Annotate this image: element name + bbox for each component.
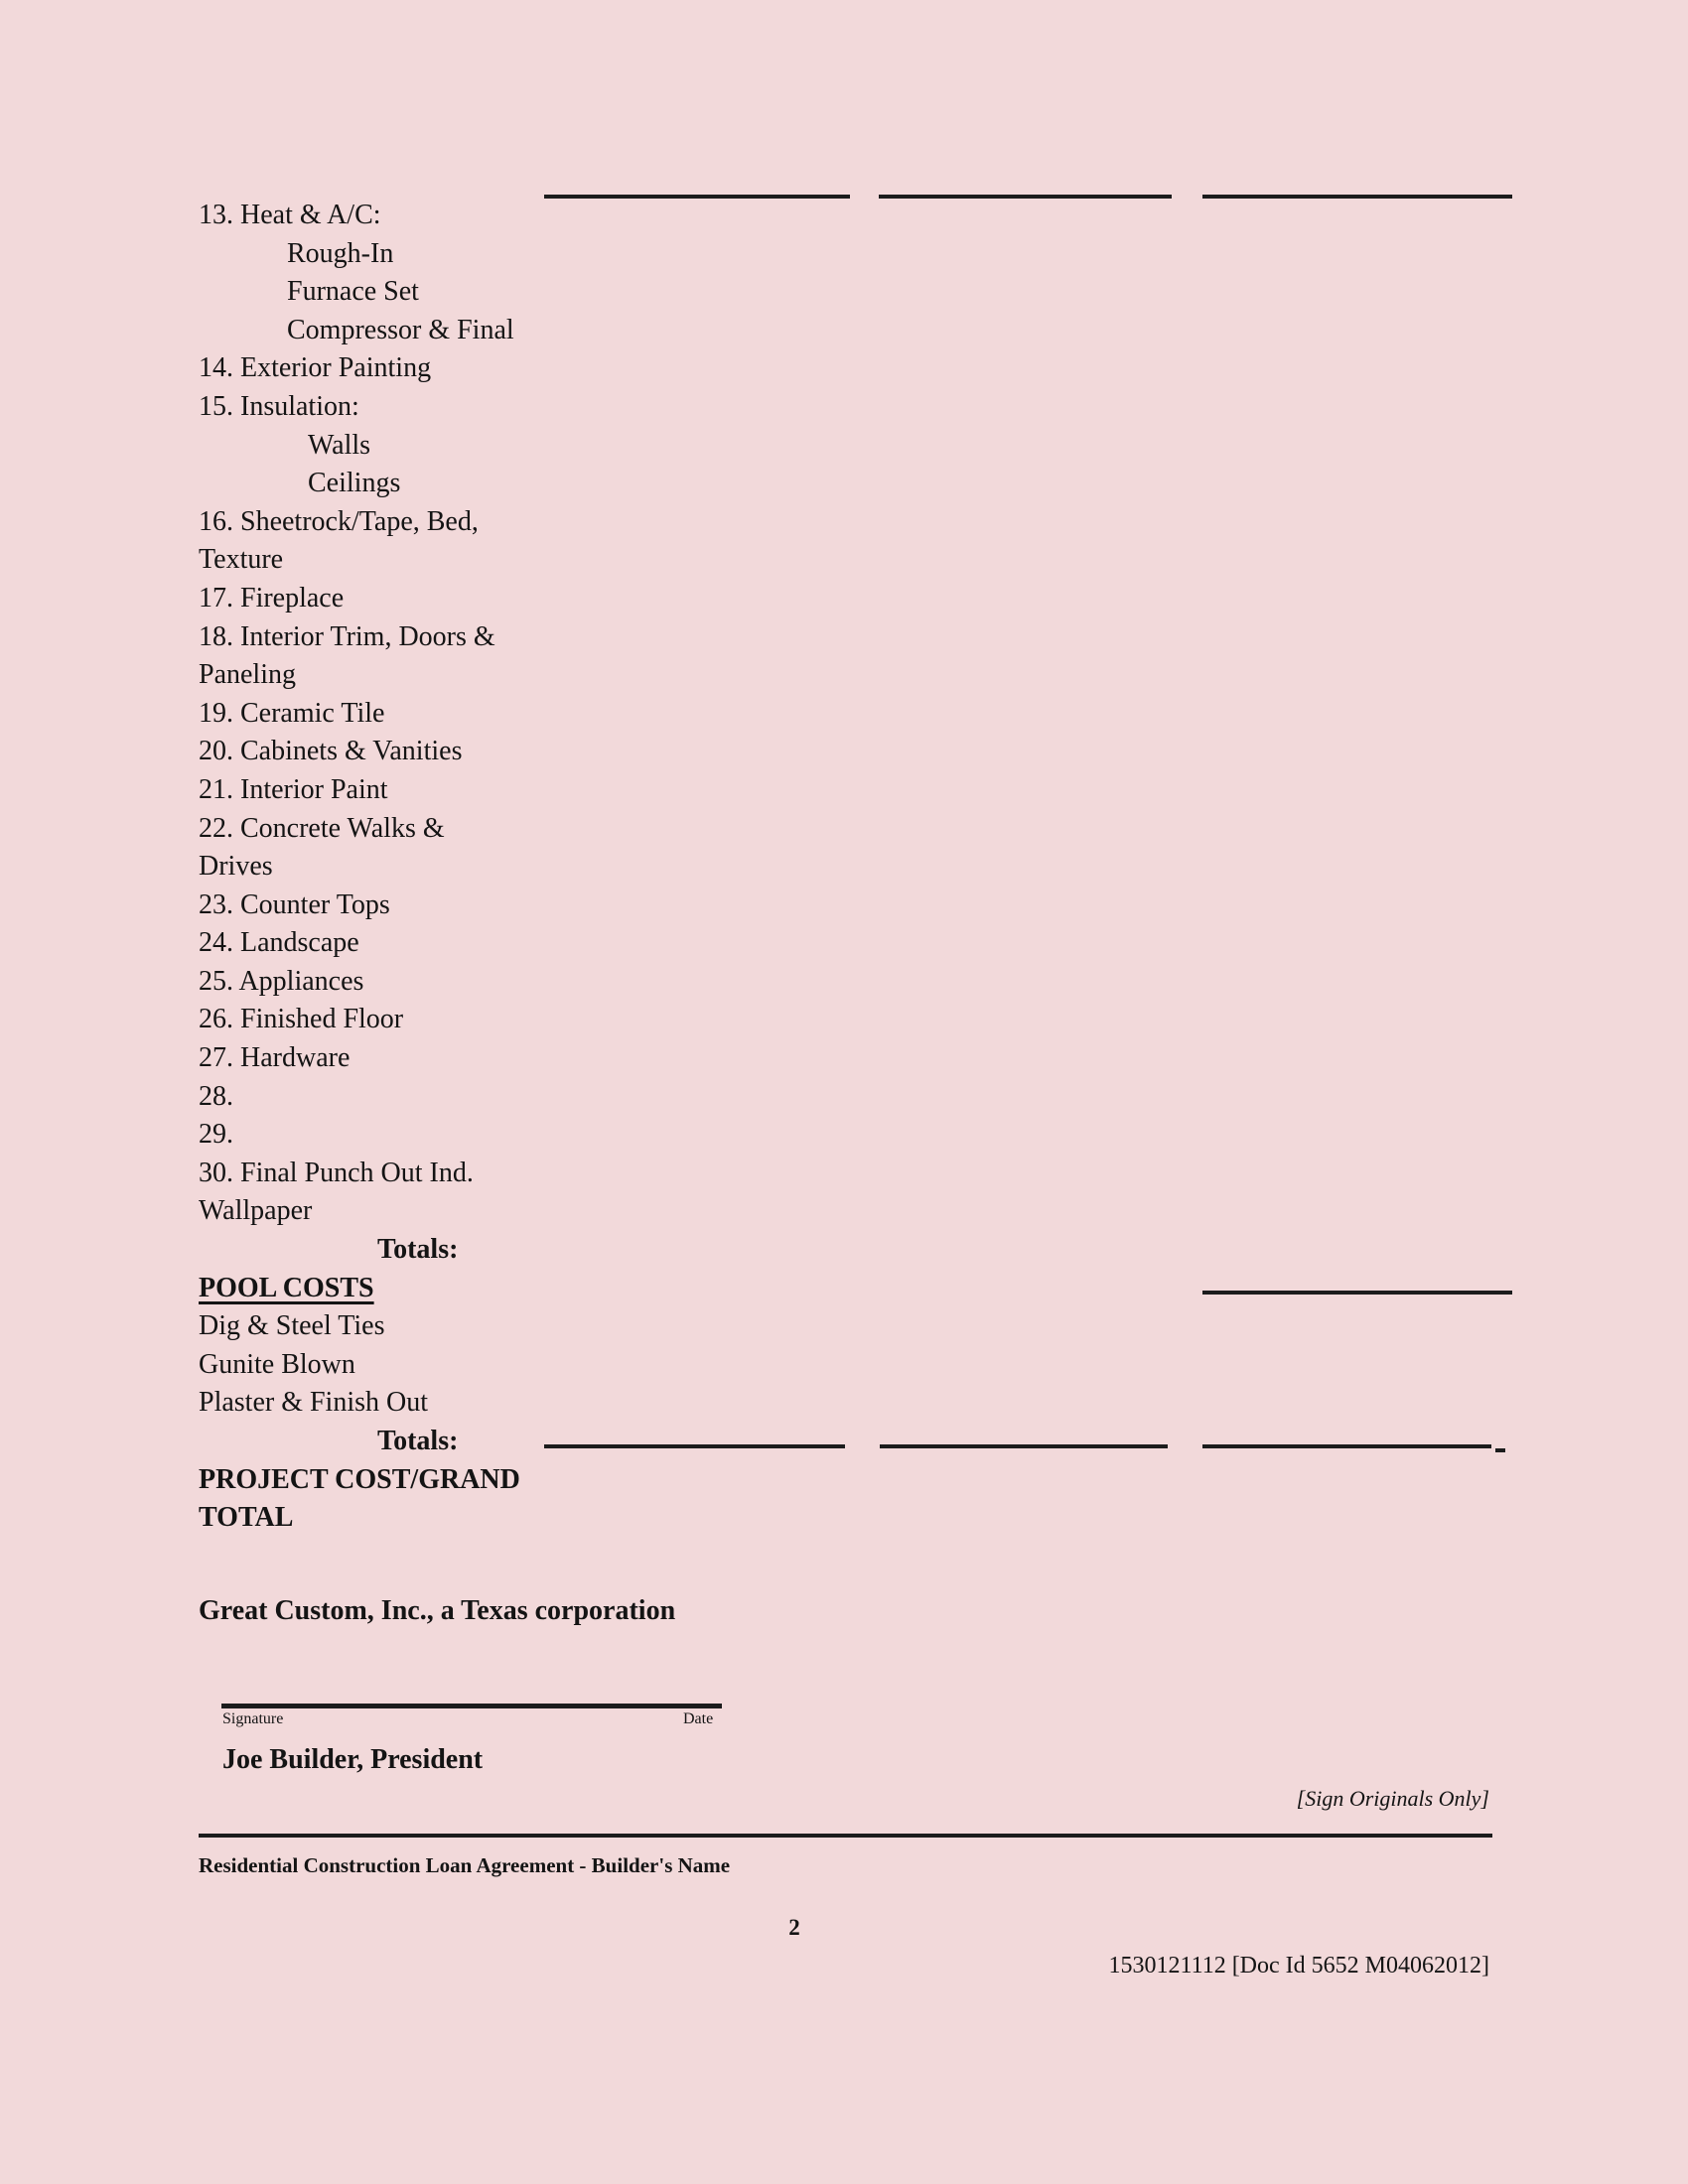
schedule-line: TOTAL (199, 1502, 294, 1534)
schedule-line: 21. Interior Paint (199, 773, 388, 805)
schedule-line: Ceilings (308, 468, 401, 499)
footer-doc-title: Residential Construction Loan Agreement - Builder's Name (199, 1853, 731, 1877)
blank-fill-line (544, 1444, 845, 1448)
schedule-line: 29. (199, 1119, 233, 1151)
schedule-line: 14. Exterior Painting (199, 352, 432, 384)
signature-line (221, 1704, 722, 1708)
schedule-line: Texture (199, 544, 284, 576)
schedule-line: 30. Final Punch Out Ind. (199, 1157, 474, 1188)
blank-fill-line (1202, 1291, 1512, 1295)
schedule-line: Totals: (377, 1426, 459, 1456)
sign-originals-note: [Sign Originals Only] (1296, 1786, 1489, 1811)
schedule-line: Drives (199, 851, 273, 883)
schedule-line: Rough-In (287, 237, 394, 269)
schedule-line: Wallpaper (199, 1195, 313, 1227)
schedule-line: Walls (308, 429, 371, 461)
schedule-line: Totals: (377, 1234, 459, 1266)
signer-name-title: Joe Builder, President (222, 1744, 484, 1775)
schedule-line: 17. Fireplace (199, 582, 345, 614)
schedule-line: 22. Concrete Walks & (199, 812, 445, 844)
schedule-line: POOL COSTS (199, 1272, 374, 1303)
schedule-line: Gunite Blown (199, 1348, 355, 1380)
schedule-line: 15. Insulation: (199, 390, 359, 422)
blank-fill-line (1202, 1444, 1491, 1448)
schedule-line: Paneling (199, 659, 296, 691)
cost-schedule (199, 197, 794, 1538)
schedule-line: 23. Counter Tops (199, 888, 390, 920)
schedule-line: 28. (199, 1080, 233, 1112)
schedule-line: Compressor & Final (287, 314, 514, 345)
blank-fill-dash (1495, 1448, 1505, 1452)
blank-fill-line (1202, 195, 1512, 199)
company-name: Great Custom, Inc., a Texas corporation (199, 1595, 676, 1626)
blank-fill-line (880, 1444, 1168, 1448)
footer-rule (199, 1834, 1492, 1838)
schedule-line: Plaster & Finish Out (199, 1387, 429, 1419)
page-number: 2 (788, 1915, 800, 1940)
schedule-line: PROJECT COST/GRAND (199, 1463, 520, 1495)
schedule-line: 20. Cabinets & Vanities (199, 736, 463, 767)
schedule-line: 18. Interior Trim, Doors & (199, 620, 495, 652)
schedule-line: 16. Sheetrock/Tape, Bed, (199, 505, 479, 537)
schedule-line: 13. Heat & A/C: (199, 200, 381, 230)
schedule-line: Furnace Set (287, 276, 419, 308)
schedule-line: 27. Hardware (199, 1042, 351, 1074)
schedule-line: 25. Appliances (199, 965, 364, 997)
schedule-line: 26. Finished Floor (199, 1004, 404, 1035)
date-label: Date (683, 1710, 714, 1727)
schedule-line: Dig & Steel Ties (199, 1310, 385, 1342)
blank-fill-line (879, 195, 1172, 199)
schedule-line: 24. Landscape (199, 927, 359, 959)
schedule-line: 19. Ceramic Tile (199, 697, 385, 729)
signature-label: Signature (222, 1710, 284, 1727)
doc-reference: 1530121112 [Doc Id 5652 M04062012] (1108, 1953, 1489, 1979)
